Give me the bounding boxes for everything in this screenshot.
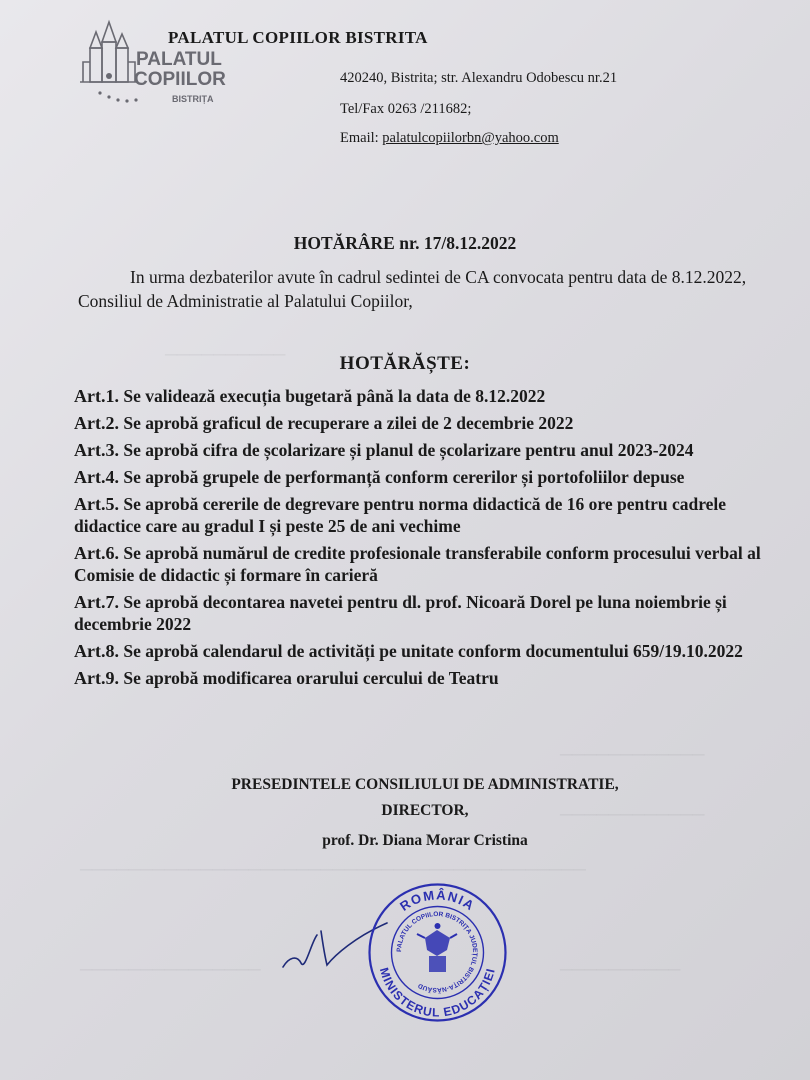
- article-text: Se aprobă cererile de degrevare pentru norma didactică de 16 ore pentru cadrele didactice care au gradul I și peste 25 de ani vechime: [74, 494, 727, 536]
- article-item: [74, 412, 794, 434]
- official-stamp: [365, 880, 510, 1025]
- stamp-bottom-text: MINISTERUL EDUCAȚIEI: [376, 965, 498, 1020]
- article-number: Art.2.: [74, 413, 119, 433]
- document-title: HOTĂRÂRE nr. 17/8.12.2022: [293, 233, 517, 253]
- phone-line: Tel/Fax 0263 /211682;: [340, 101, 472, 117]
- email-link[interactable]: palatulcopiilorbn@yahoo.com: [382, 130, 559, 146]
- signatory-name: prof. Dr. Diana Morar Cristina: [322, 832, 528, 849]
- article-number: Art.7.: [74, 592, 119, 612]
- logo-text-palatul: PALATUL: [136, 49, 222, 70]
- article-text: Se aprobă numărul de credite profesionale transferabile conform procesului verbal al Comisie de didactic și formare în carieră: [74, 543, 761, 585]
- bleed-through-text: ──────────────────────────────────────────: [80, 860, 586, 879]
- article-item: [74, 640, 794, 662]
- article-item: [74, 493, 794, 537]
- email-label: Email:: [340, 130, 383, 146]
- article-text: Se aprobă grupele de performanță conform cererilor și portofoliilor depuse: [123, 467, 685, 487]
- bleed-through-text: ───────────────: [80, 960, 261, 979]
- article-text: Se aprobă calendarul de activități pe unitate conform documentului 659/19.10.2022: [123, 641, 743, 661]
- logo-text-bistrita: BISTRIȚA: [172, 94, 214, 104]
- coat-of-arms-icon: [417, 923, 457, 972]
- article-text: Se validează execuția bugetară până la data de 8.12.2022: [123, 386, 546, 406]
- article-text: Se aprobă modificarea orarului cercului de Teatru: [123, 668, 499, 688]
- article-number: Art.6.: [74, 543, 119, 563]
- bleed-through-text: ────────────: [560, 745, 705, 764]
- article-number: Art.4.: [74, 467, 119, 487]
- article-number: Art.8.: [74, 641, 119, 661]
- decision-heading: HOTĂRĂȘTE:: [339, 353, 471, 374]
- article-text: Se aprobă cifra de școlarizare și planul de școlarizare pentru anul 2023-2024: [123, 440, 694, 460]
- logo-text-copiilor: COPIILOR: [134, 69, 226, 90]
- articles-list: [74, 385, 794, 694]
- stamp-top-text: ROMÂNIA: [397, 887, 478, 914]
- signatory-title: PRESEDINTELE CONSILIULUI DE ADMINISTRATIE,: [231, 776, 619, 793]
- article-item: [74, 591, 794, 635]
- institution-name: PALATUL COPIILOR BISTRITA: [168, 28, 428, 47]
- article-item: [74, 466, 794, 488]
- article-number: Art.5.: [74, 494, 119, 514]
- stamp-inner-text: PALATUL COPIILOR BISTRIȚA JUDEȚUL BISTRIȚA-NĂSĂUD: [395, 910, 479, 994]
- article-item: [74, 385, 794, 407]
- email-line: [340, 130, 559, 147]
- article-number: Art.1.: [74, 386, 119, 406]
- address-line: 420240, Bistrita; str. Alexandru Odobescu nr.21: [340, 70, 618, 86]
- bleed-through-text: ──────────: [165, 345, 286, 364]
- article-number: Art.3.: [74, 440, 119, 460]
- article-text: Se aprobă decontarea navetei pentru dl. prof. Nicoară Dorel pe luna noiembrie și decembrie 2022: [74, 592, 727, 634]
- intro-paragraph: In urma dezbaterilor avute în cadrul sedintei de CA convocata pentru data de 8.12.2022, Consiliul de Administratie al Palatului Copiilor,: [78, 267, 747, 311]
- article-text: Se aprobă graficul de recuperare a zilei de 2 decembrie 2022: [123, 413, 574, 433]
- article-item: [74, 542, 794, 586]
- bleed-through-text: ────────────: [560, 805, 705, 824]
- article-item: [74, 667, 794, 689]
- bleed-through-text: ──────────: [560, 960, 681, 979]
- signatory-role: DIRECTOR,: [381, 802, 469, 819]
- article-number: Art.9.: [74, 668, 119, 688]
- article-item: [74, 439, 794, 461]
